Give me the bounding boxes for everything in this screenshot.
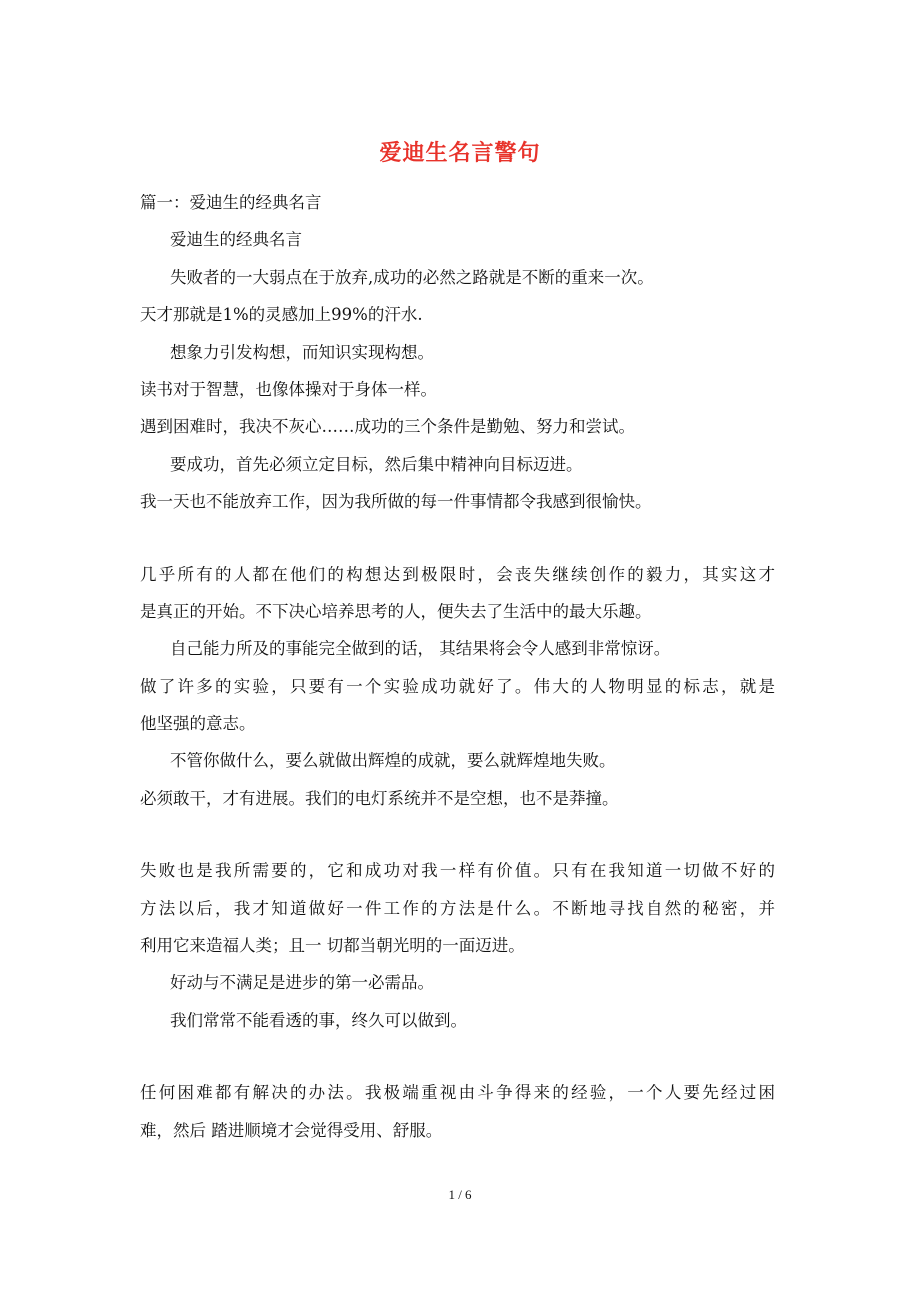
- page-indicator: 1 / 6: [448, 1187, 472, 1202]
- quote-line: 读书对于智慧，也像体操对于身体一样。: [140, 379, 437, 399]
- quote-line: 做了许多的实验，只要有一个实验成功就好了。伟大的人物明显的标志，就是: [140, 676, 775, 696]
- quote-line: 天才那就是1%的灵感加上99%的汗水.: [140, 305, 423, 325]
- paragraph-gap: [140, 1039, 775, 1074]
- quote-line: 遇到困难时，我决不灰心……成功的三个条件是勤勉、努力和尝试。: [140, 417, 635, 437]
- quote-line: 想象力引发构想，而知识实现构想。: [170, 342, 434, 362]
- document-body: [140, 184, 775, 1149]
- quote-line: 是真正的开始。不下决心培养思考的人，便失去了生活中的最大乐趣。: [140, 601, 652, 621]
- quote-line: 失败者的一大弱点在于放弃,成功的必然之路就是不断的重来一次。: [170, 267, 654, 287]
- quote-line: 难，然后 踏进顺境才会觉得受用、舒服。: [140, 1120, 443, 1140]
- quote-line: 不管你做什么，要么就做出辉煌的成就，要么就辉煌地失败。: [170, 751, 616, 771]
- section-heading: 篇一：爱迪生的经典名言: [140, 193, 322, 212]
- paragraph-gap: [140, 817, 775, 852]
- quote-line: 我们常常不能看透的事，终久可以做到。: [170, 1010, 467, 1030]
- quote-line: 方法以后，我才知道做好一件工作的方法是什么。不断地寻找自然的秘密，并: [140, 898, 775, 918]
- quote-line: 几乎所有的人都在他们的构想达到极限时，会丧失继续创作的毅力，其实这才: [140, 564, 775, 584]
- quote-line: 他坚强的意志。: [140, 714, 256, 734]
- paragraph-gap: [140, 521, 775, 556]
- quote-line: 要成功，首先必须立定目标，然后集中精神向目标迈进。: [170, 454, 583, 474]
- subheading: 爱迪生的经典名言: [170, 230, 302, 250]
- quote-line: 好动与不满足是进步的第一必需品。: [170, 973, 434, 993]
- quote-line: 必须敢干，才有进展。我们的电灯系统并不是空想，也不是莽撞。: [140, 788, 619, 808]
- quote-line: 我一天也不能放弃工作，因为我所做的每一件事情都令我感到很愉快。: [140, 492, 652, 512]
- document-title: 爱迪生名言警句: [379, 140, 541, 166]
- quote-line: 任何困难都有解决的办法。我极端重视由斗争得来的经验，一个人要先经过困: [140, 1083, 775, 1103]
- quote-line: 自己能力所及的事能完全做到的话， 其结果将会令人感到非常惊讶。: [170, 639, 671, 659]
- quote-line: 失败也是我所需要的，它和成功对我一样有价值。只有在我知道一切做不好的: [140, 861, 775, 881]
- quote-line: 利用它来造福人类；且一 切都当朝光明的一面迈进。: [140, 936, 525, 956]
